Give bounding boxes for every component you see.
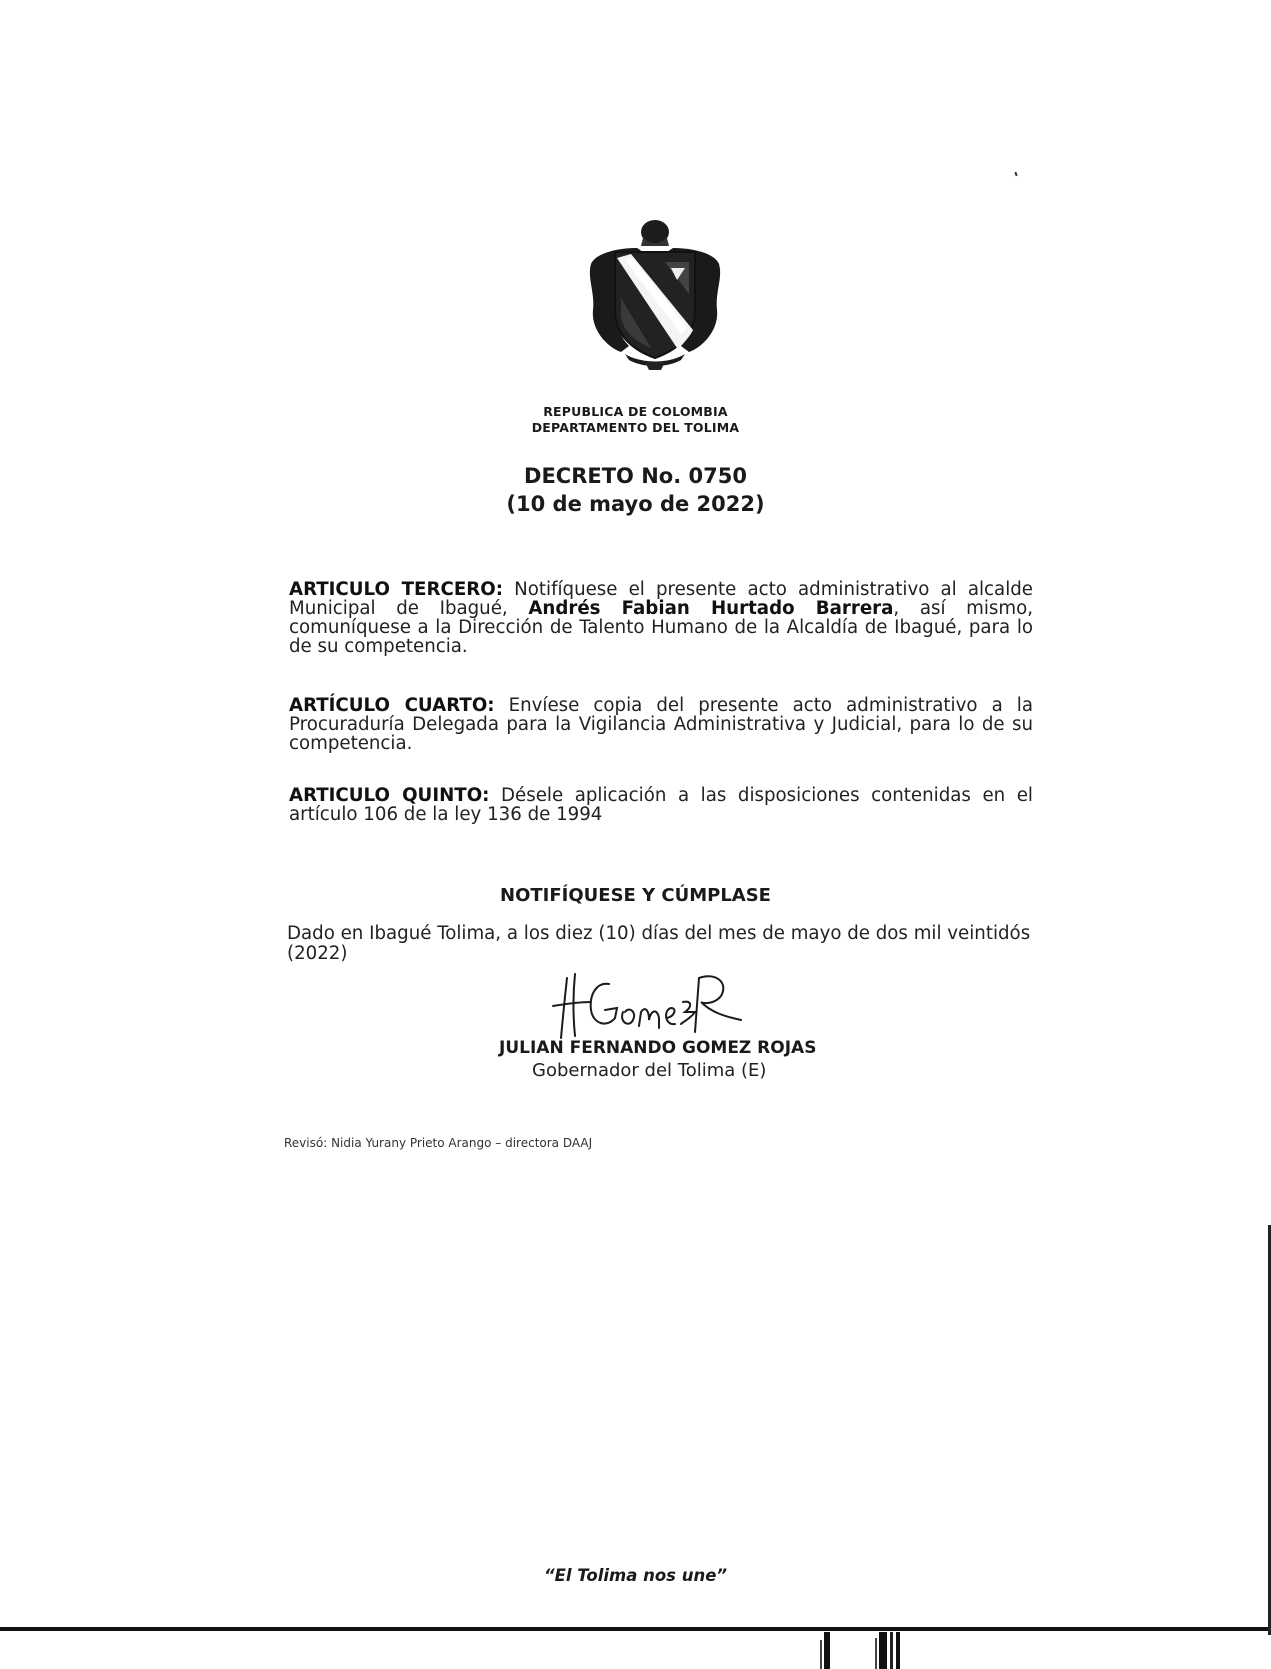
given-statement: Dado en Ibagué Tolima, a los diez (10) días del mes de mayo de dos mil veintidós (2022) [287,923,1031,964]
scan-speck [1014,172,1017,176]
article-fifth [289,786,1033,824]
signer-name: JULIAN FERNANDO GOMEZ ROJAS [499,1038,817,1058]
decree-title-block [0,462,1271,518]
signer-role: Gobernador del Tolima (E) [532,1060,767,1081]
decree-date: (10 de mayo de 2022) [506,492,765,516]
handwritten-signature [545,972,745,1044]
mayor-name: Andrés Fabian Hurtado Barrera [528,598,894,619]
department-line: DEPARTAMENTO DEL TOLIMA [531,420,740,435]
scan-artifact-marks [820,1632,920,1669]
header-block [0,404,1271,436]
article-fifth-text: Désele aplicación a las disposiciones contenidas en el artículo 106 de la ley 136 de 1994 [289,785,1033,825]
article-third-text-b: , así mismo, comuníquese a la Dirección de Talento Humano de la Alcaldía de Ibagué, para lo de su competencia. [289,598,1034,657]
article-fourth-heading: ARTÍCULO CUARTO: [289,695,495,716]
notify-heading: NOTIFÍQUESE Y CÚMPLASE [500,885,771,906]
country-line: REPUBLICA DE COLOMBIA [543,404,728,419]
footer-motto: “El Tolima nos une” [543,1566,728,1585]
review-note: Revisó: Nidia Yurany Prieto Arango – directora DAAJ [284,1136,593,1150]
article-fourth-text: Envíese copia del presente acto administrativo a la Procuraduría Delegada para la Vigilancia Administrativa y Judicial, para lo de su competencia. [289,695,1034,754]
article-fifth-heading: ARTICULO QUINTO: [289,785,490,806]
coat-of-arms-emblem [585,218,725,370]
article-fourth [289,696,1033,753]
article-third-heading: ARTICULO TERCERO: [289,579,503,600]
article-third [289,580,1033,656]
article-third-text-a: Notifíquese el presente acto administrativo al alcalde Municipal de Ibagué, [289,579,1033,619]
decree-number: DECRETO No. 0750 [524,464,747,488]
footer-divider [0,1627,1271,1631]
